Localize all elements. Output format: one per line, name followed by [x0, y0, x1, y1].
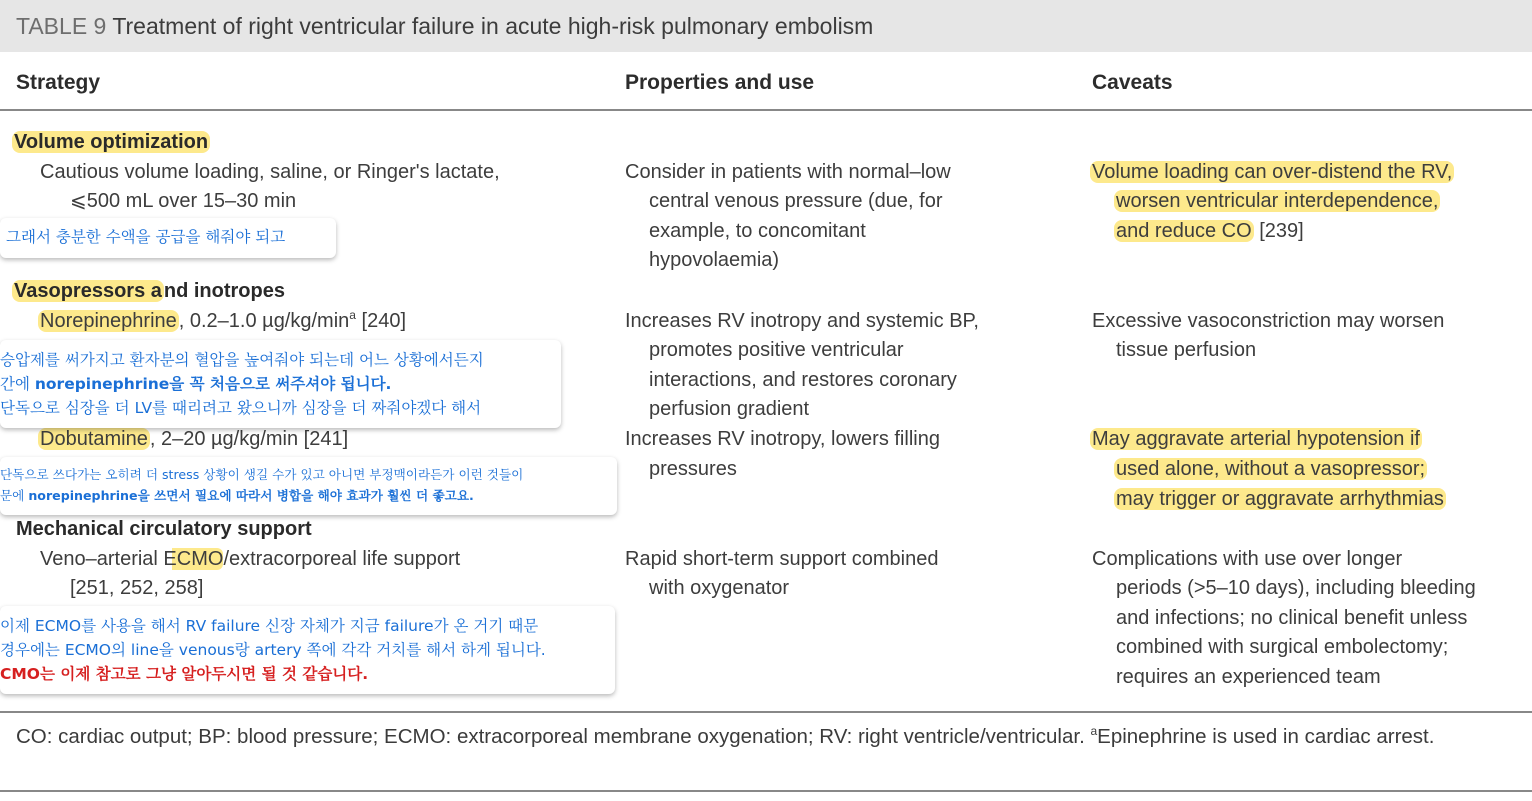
- footer-rule-bottom: [0, 790, 1532, 792]
- note-norepi-line-2: 간에 norepinephrine을 꼭 처음으로 써주셔야 됩니다.: [0, 375, 392, 393]
- norepi-caveats-line-2: tissue perfusion: [1116, 339, 1257, 361]
- note-ecmo-line-2: 경우에는 ECMO의 line을 venous랑 artery 쪽에 각각 거치를 해서 하게 됩니다.: [0, 641, 546, 659]
- dobu-caveats-line-3: may trigger or aggravate arrhythmias: [1116, 488, 1444, 510]
- mech-properties-line-2: with oxygenator: [649, 577, 790, 599]
- note-dobu-line-1: 단독으로 쓰다가는 오히려 더 stress 상황이 생길 수가 있고 아니면 부정맥이라든가 이런 것들이: [0, 467, 524, 482]
- norepi-properties-line-1: Increases RV inotropy and systemic BP,: [625, 310, 979, 332]
- header-caveats: Caveats: [1092, 71, 1173, 94]
- norepi-properties-line-3: interactions, and restores coronary: [649, 369, 957, 391]
- note-volume-text: 그래서 충분한 수액을 공급을 해줘야 되고: [6, 228, 286, 246]
- mech-caveats-line-3: and infections; no clinical benefit unless: [1116, 607, 1468, 629]
- mech-caveats-line-5: requires an experienced team: [1116, 666, 1381, 688]
- table-title: [16, 13, 873, 40]
- section-mech-heading: Mechanical circulatory support: [16, 518, 312, 540]
- note-dobu-line-2: 문에 norepinephrine을 쓰면서 필요에 따라서 병합을 해야 효과가 훨씬 더 좋고요.: [0, 488, 474, 503]
- header-rule: [0, 109, 1532, 111]
- annotation-note-dobutamine[interactable]: [0, 457, 617, 515]
- table-title-text: Treatment of right ventricular failure in acute high-risk pulmonary embolism: [112, 13, 874, 39]
- note-ecmo-line-3: CMO는 이제 참고로 그냥 알아두시면 될 것 같습니다.: [0, 665, 369, 683]
- norepi-caveats-line-1: Excessive vasoconstriction may worsen: [1092, 310, 1445, 332]
- volume-properties-line-4: hypovolaemia): [649, 249, 780, 271]
- volume-strategy-line-1: Cautious volume loading, saline, or Ringer's lactate,: [40, 161, 500, 183]
- header-properties: Properties and use: [625, 71, 815, 94]
- annotation-note-ecmo[interactable]: [0, 606, 615, 694]
- volume-caveats-line-3: and reduce CO [239]: [1116, 220, 1304, 242]
- header-strategy: Strategy: [16, 71, 101, 94]
- volume-caveats-line-2: worsen ventricular interdependence,: [1116, 190, 1439, 212]
- table-label: TABLE 9: [16, 13, 107, 39]
- table-footnote: CO: cardiac output; BP: blood pressure; ECMO: extracorporeal membrane oxygenation; RV: right ventricle/ventricular. $^a$Epinephrine is used in cardiac arrest.: [16, 724, 1435, 748]
- note-norepi-line-1: 승압제를 써가지고 환자분의 혈압을 높여줘야 되는데 어느 상황에서든지: [0, 351, 484, 369]
- volume-strategy-line-2: ⩽500 mL over 15–30 min: [70, 190, 297, 212]
- dobu-properties-line-1: Increases RV inotropy, lowers filling: [625, 428, 940, 450]
- dobu-caveats-line-1: May aggravate arterial hypotension if: [1092, 428, 1420, 450]
- mech-caveats-line-2: periods (>5–10 days), including bleeding: [1116, 577, 1476, 599]
- annotation-note-volume[interactable]: [0, 218, 336, 258]
- volume-properties-line-3: example, to concomitant: [649, 220, 866, 242]
- volume-properties-line-1: Consider in patients with normal–low: [625, 161, 951, 183]
- norepi-properties-line-2: promotes positive ventricular: [649, 339, 904, 361]
- norepinephrine-strategy: Norepinephrine , 0.2–1.0 $\mu g/kg/\min^a$ [240]: [40, 308, 407, 332]
- mech-caveats-line-1: Complications with use over longer: [1092, 548, 1403, 570]
- mech-properties-line-1: Rapid short-term support combined: [625, 548, 939, 570]
- volume-caveats-line-1: Volume loading can over-distend the RV,: [1092, 161, 1453, 183]
- norepi-properties-line-4: perfusion gradient: [649, 398, 810, 420]
- section-volume-heading: Volume optimization: [14, 131, 209, 153]
- mech-strategy-line-1: Veno–arterial ECMO/extracorporeal life support: [40, 548, 461, 570]
- dobu-properties-line-2: pressures: [649, 458, 737, 480]
- section-vaso-heading: Vasopressors a nd inotropes: [14, 280, 285, 302]
- dobu-caveats-line-2: used alone, without a vasopressor;: [1116, 458, 1426, 480]
- mech-strategy-line-2: [251, 252, 258]: [70, 577, 204, 599]
- note-ecmo-line-1: 이제 ECMO를 사용을 해서 RV failure 신장 자체가 지금 failure가 온 거기 때문: [0, 617, 539, 635]
- dobutamine-strategy: Dobutamine , 2–20 µg/kg/min [241]: [40, 428, 349, 450]
- note-norepi-line-3: 단독으로 심장을 더 LV를 때리려고 왔으니까 심장을 더 짜줘야겠다 해서: [0, 399, 482, 417]
- annotation-note-norepinephrine[interactable]: [0, 340, 561, 428]
- mech-caveats-line-4: combined with surgical embolectomy;: [1116, 636, 1449, 658]
- volume-properties-line-2: central venous pressure (due, for: [649, 190, 943, 212]
- footer-rule-top: [0, 711, 1532, 713]
